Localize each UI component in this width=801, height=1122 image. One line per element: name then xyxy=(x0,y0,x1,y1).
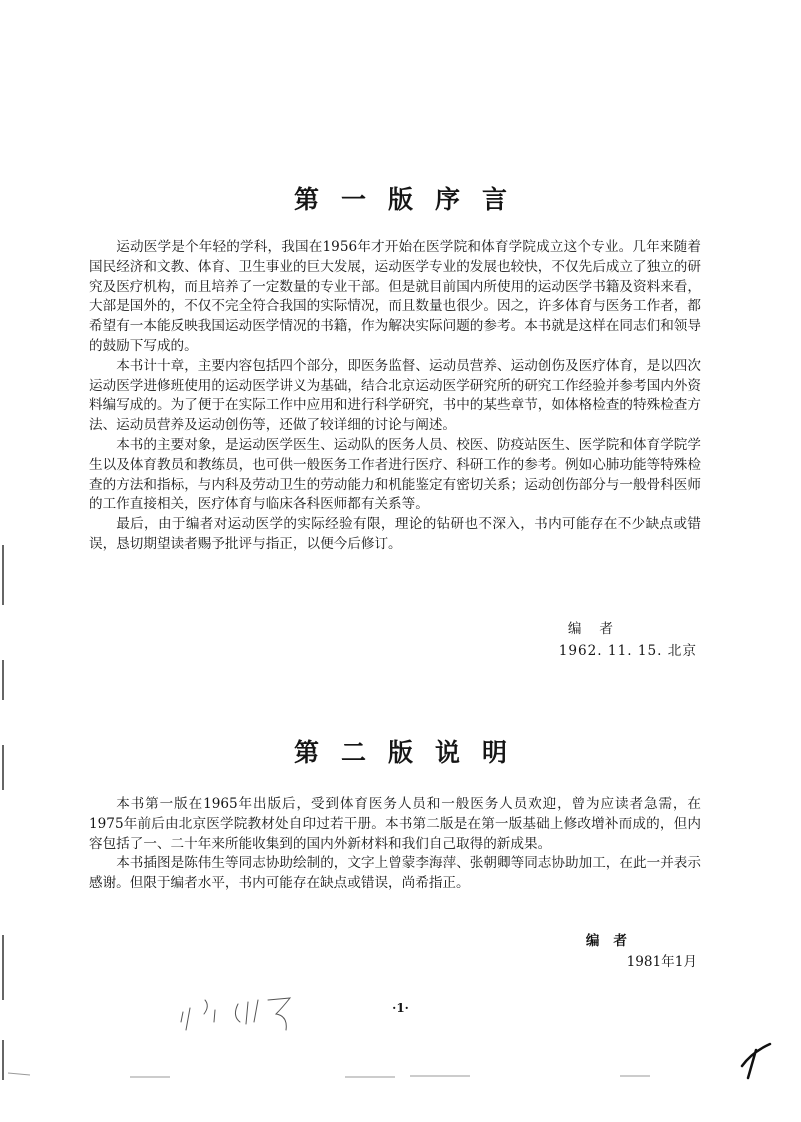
preface2-paragraph: 本书插图是陈伟生等同志协助绘制的，文字上曾蒙李海萍、张朝卿等同志协助加工，在此一并表示感谢。但限于编者水平，书内可能存在缺点或错误，尚希指正。 xyxy=(89,855,701,892)
preface1-paragraph: 本书的主要对象，是运动医学医生、运动队的医务人员、校医、防疫站医生、医学院和体育学院学生以及体育教员和教练员，也可供一般医务工作者进行医疗、科研工作的参考。例如心肺功能等特殊检查的方法和指标，与内科及劳动卫生的劳动能力和机能鉴定有密切关系；运动创伤部分与一般骨科医师的工作直接相关，医疗体育与临床各科医师都有关系等。 xyxy=(89,436,701,513)
preface2-date: 1981年1月 xyxy=(626,954,697,970)
bottom-scan-noise xyxy=(8,1073,650,1077)
preface1-paragraph: 最后，由于编者对运动医学的实际经验有限，理论的钻研也不深入，书内可能存在不少缺点或错误，恳切期望读者赐予批评与指正，以便今后修订。 xyxy=(89,516,701,552)
preface2-signature: 编者 xyxy=(585,933,641,949)
preface1-title: 第一版序言 xyxy=(293,185,529,214)
preface1-signature: 编者 xyxy=(567,621,631,637)
preface2-paragraph: 本书第一版在1965年出版后，受到体育医务人员和一般医务人员欢迎，曾为应读者急需，在1975年前后由北京医学院教材处自印过若干册。本书第二版是在第一版基础上修改增补而成的，但内容包括了一、二十年来所能收集到的国内外新材料和我们自己取得的新成果。 xyxy=(89,796,701,852)
preface2-title: 第二版说明 xyxy=(293,738,529,767)
page-number: ·1· xyxy=(392,1001,409,1015)
preface1-paragraph: 运动医学是个年轻的学科，我国在1956年才开始在医学院和体育学院成立这个专业。几年来随着国民经济和文教、体育、卫生事业的巨大发展，运动医学专业的发展也较快，不仅先后成立了独立的研究及医疗机构，而且培养了一定数量的专业干部。但是就目前国内所使用的运动医学书籍及资料来看，大部是国外的，不仅不完全符合我国的实际情况，而且数量也很少。因之，许多体育与医务工作者，都希望有一本能反映我国运动医学情况的书籍，作为解决实际问题的参考。本书就是这样在同志们和领导的鼓励下写成的。 xyxy=(89,239,701,354)
handwritten-scribble xyxy=(181,998,290,1030)
corner-mark xyxy=(742,1044,770,1078)
preface1-paragraph: 本书计十章，主要内容包括四个部分，即医务监督、运动员营养、运动创伤及医疗体育，是以四次运动医学进修班使用的运动医学讲义为基础，结合北京运动医学研究所的研究工作经验并参考国内外资料编写成的。为了便于在实际工作中应用和进行科学研究，书中的某些章节，如体格检查的特殊检查方法、运动员营养及运动创伤等，还做了较详细的讨论与阐述。 xyxy=(89,357,701,434)
preface1-date: 1962. 11. 15. 北京 xyxy=(558,643,697,659)
